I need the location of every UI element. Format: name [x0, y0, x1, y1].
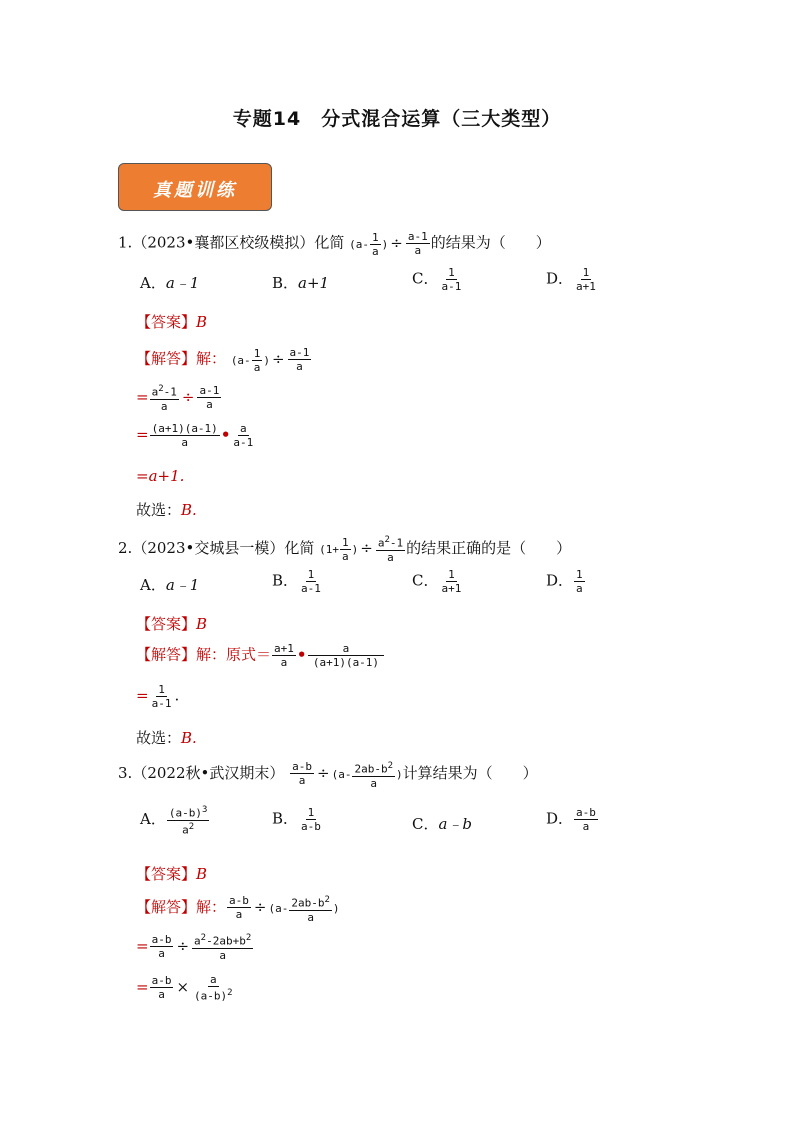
q3-option-d: D． $\frac{a-b}{a}$ [546, 806, 596, 833]
q3-solution: 【解答】解： $\frac{a-b}{a}$ ÷ (a- $\frac{2ab-b^2}{a}$ ) [136, 894, 340, 924]
q2-option-b: B． $\frac{1}{a-1}$ [272, 568, 321, 595]
q1-answer: 【答案】B [136, 313, 208, 331]
q2-option-d: D． $\frac{1}{a}$ [546, 568, 583, 595]
q2-option-a: A．a﹣1 [140, 576, 200, 594]
q1-step-2: = $\frac{(a+1)(a-1)}{a}$ • $\frac{a}{a-1}$ [136, 422, 254, 449]
q1-step-3: =a+1. [136, 467, 185, 485]
q3-option-c: C．a﹣b [412, 815, 473, 833]
q3-option-b: B． $\frac{1}{a-b}$ [272, 806, 321, 833]
question-3: 3.（2022秋•武汉期末） $\frac{a-b}{a}$ ÷ (a- $\frac{2ab-b^2}{a}$ )计算结果为（ ） [118, 760, 538, 790]
q1-option-c: C． $\frac{1}{a-1}$ [412, 266, 462, 293]
q2-step-1: = $\frac{1}{a-1}$ . [136, 683, 180, 710]
q1-option-d: D． $\frac{1}{a+1}$ [546, 266, 596, 293]
q3-option-a: A． $\frac{(a-b)^3}{a^2}$ [140, 805, 208, 837]
q1-option-a: A．a﹣1 [140, 274, 200, 292]
q1-step-1: = $\frac{a^2-1}{a}$ ÷ $\frac{a-1}{a}$ [136, 384, 220, 413]
q3-answer: 【答案】B [136, 865, 208, 883]
q1-option-b: B．a+1 [272, 274, 330, 292]
q2-option-c: C． $\frac{1}{a+1}$ [412, 568, 462, 595]
q3-step-1: = $\frac{a-b}{a}$ ÷ $\frac{a^2-2ab+b^2}{a}$ [136, 933, 252, 962]
q2-solution: 【解答】解：原式＝ $\frac{a+1}{a}$ • $\frac{a}{(a+1)(a-1)}$ [136, 642, 383, 669]
q3-step-2: = $\frac{a-b}{a}$ × $\frac{a}{(a-b)^2}$ [136, 973, 233, 1003]
q1-choice: 故选：B. [136, 501, 197, 519]
question-2: 2.（2023•交城县一模）化简 (1+ $\frac{1}{a}$ ) ÷ $\frac{a^2-1}{a}$ 的结果正确的是（ ） [118, 535, 572, 564]
page-title: 专题14 分式混合运算（三大类型） [232, 108, 562, 130]
q1-expr: (a- $\frac{1}{a}$ ) [349, 231, 389, 258]
q1-tail: 的结果为（ ） [430, 233, 551, 252]
banner-label: 真题训练 [153, 180, 237, 201]
q2-choice: 故选：B. [136, 729, 197, 747]
q2-answer: 【答案】B [136, 615, 208, 633]
q1-number: 1. [118, 233, 133, 252]
q1-solution: 【解答】解： (a- $\frac{1}{a}$ ) ÷ $\frac{a-1}{a}$ [136, 346, 310, 374]
q1-source: （2023•襄都区校级模拟）化简 [132, 233, 345, 252]
section-banner [118, 163, 272, 211]
question-1: 1.（2023•襄都区校级模拟）化简 (a- $\frac{1}{a}$ ) ÷ $\frac{a-1}{a}$ 的结果为（ ） [118, 230, 551, 258]
